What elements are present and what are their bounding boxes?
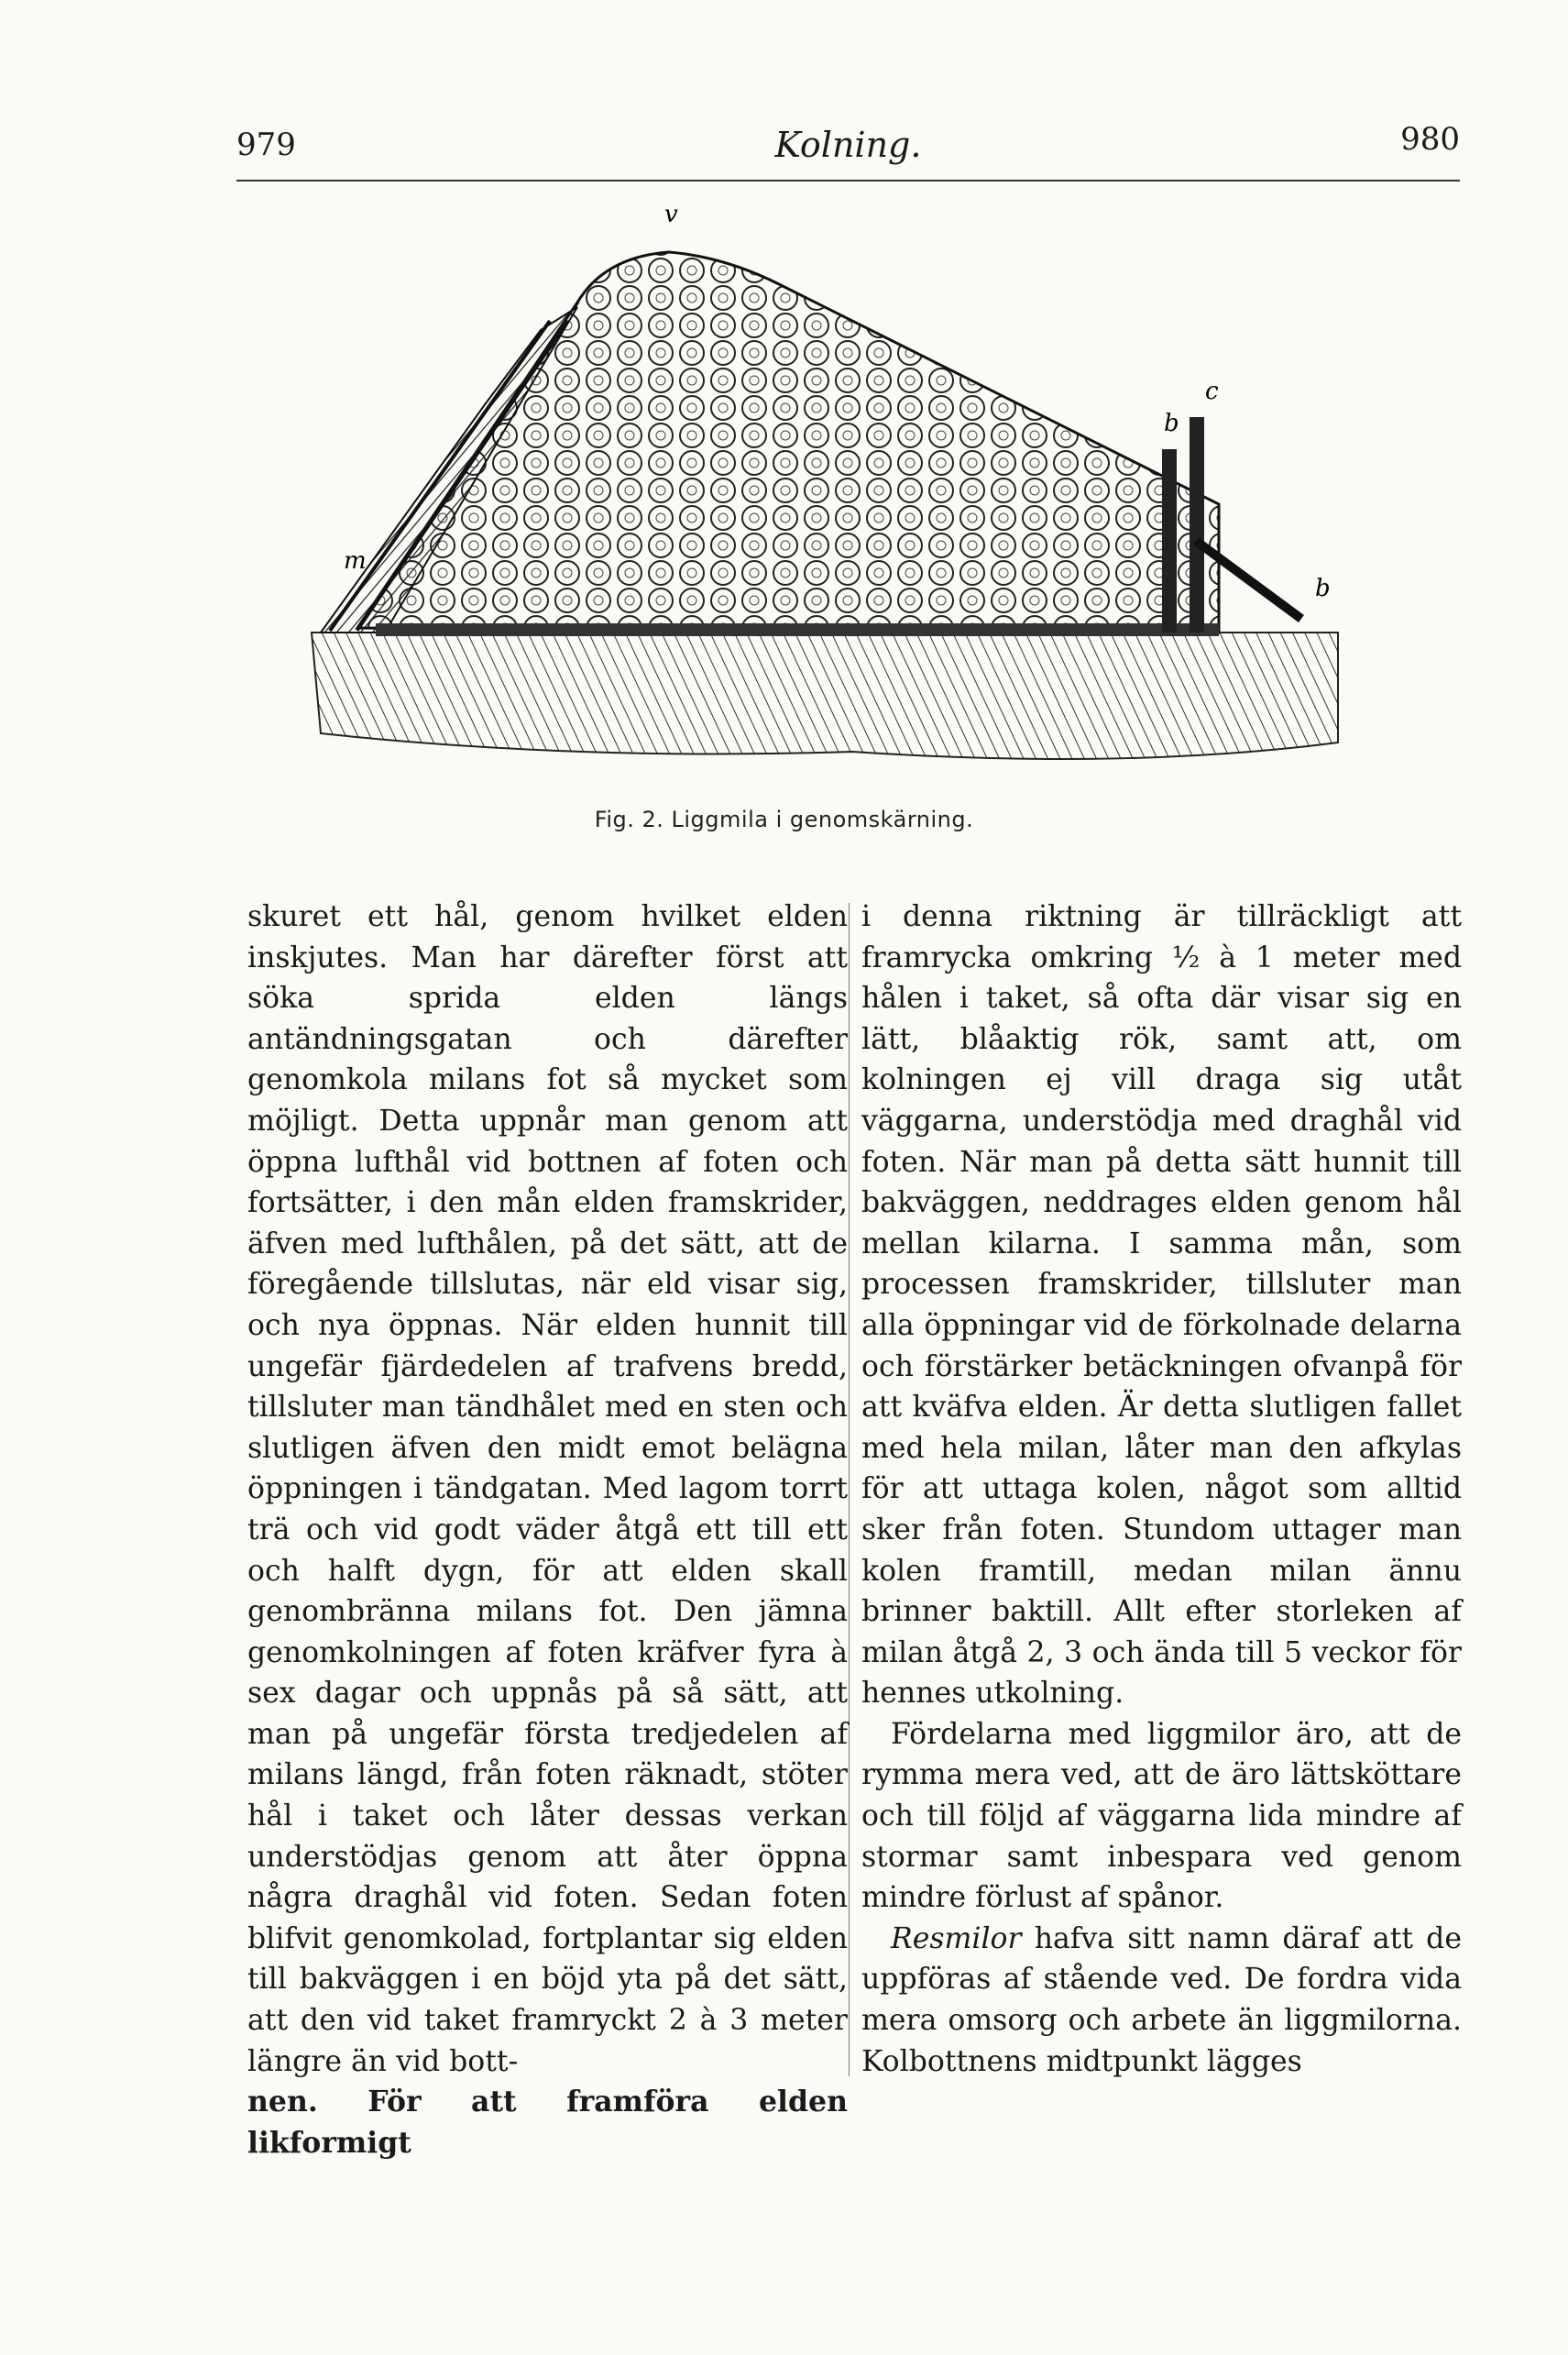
figure-label-c: c bbox=[1205, 378, 1219, 405]
left-paragraph-2 bbox=[247, 2082, 848, 2163]
right-paragraph-3 bbox=[861, 1919, 1462, 2082]
right-paragraph-2: Fördelarna med liggmilor äro, att de rymma mera ved, att de äro lättsköttare och till följd af väggarna lida mindre af stormar samt inbespara ved genom mindre förlust af spånor. bbox=[861, 1717, 1462, 1915]
page-number-right: 980 bbox=[1400, 121, 1460, 158]
figure-caption: Fig. 2. Liggmila i genomskärning. bbox=[594, 807, 974, 832]
column-divider bbox=[849, 903, 850, 2076]
figure-liggmila-illustration bbox=[302, 202, 1356, 807]
figure-label-b: b bbox=[1164, 410, 1179, 437]
page-number-left: 979 bbox=[236, 127, 296, 163]
left-column bbox=[247, 897, 848, 2163]
right-paragraph-1: i denna riktning är tillräckligt att framrycka omkring ½ à 1 meter med hålen i taket, så ofta där visar sig en lätt, blåaktig rök, samt att, om kolningen ej vill draga sig utåt väggarna, understödja med draghål vid foten. När man på detta sätt hunnit till bakväggen, neddrages elden genom hål mellan kilarna. I samma mån, som processen framskrider, tillsluter man alla öppningar vid de förkolnade delarna och förstärker betäckningen ofvanpå för att kväfva elden. Är detta slutligen fallet med hela milan, låter man den afkylas för att uttaga kolen, något som alltid sker från foten. Stundom uttager man kolen framtill, medan milan ännu brinner baktill. Allt efter storleken af milan åtgå 2, 3 och ända till 5 veckor för hennes utkolning. bbox=[861, 900, 1462, 1711]
left-paragraph-1: skuret ett hål, genom hvilket elden inskjutes. Man har därefter först att söka sprida elden längs antändningsgatan och därefter genomkola milans fot så mycket som möjligt. Detta uppnår man genom att öppna lufthål vid bottnen af foten och fortsätter, i den mån elden framskrider, äfven med lufthålen, på det sätt, att de föregående tillslutas, när eld visar sig, och nya öppnas. När elden hunnit till ungefär fjärdedelen af trafvens bredd, tillsluter man tändhålet med en sten och slutligen äfven den midt emot belägna öppningen i tändgatan. Med lagom torrt trä och vid godt väder åtgå ett till ett och halft dygn, för att elden skall genombränna milans fot. Den jämna genomkolningen af foten kräfver fyra à sex dagar och uppnås på så sätt, att man på ungefär första tredjedelen af milans längd, från foten räknadt, stöter hål i taket och låter dessas verkan understödjas genom att åter öppna några draghål vid foten. Sedan foten blifvit genomkolad, fortplantar sig elden till bakväggen i en böjd yta på det sätt, att den vid taket framryckt 2 à 3 meter längre än vid bott- bbox=[247, 900, 848, 2078]
header-rule bbox=[236, 180, 1460, 182]
figure-label-v: v bbox=[664, 202, 678, 228]
resmilor-term: Resmilor bbox=[891, 1921, 1022, 1955]
page-header bbox=[236, 117, 1460, 172]
figure-label-m: m bbox=[344, 547, 367, 575]
right-column bbox=[861, 897, 1462, 2082]
left-paragraph-2-text: nen. För att framföra elden likformigt bbox=[247, 2085, 848, 2160]
right-paragraph-3-text: hafva sitt namn däraf att de uppföras af stående ved. De fordra vida mera omsorg och arbete än liggmilorna. Kolbottnens midtpunkt lägges bbox=[861, 1921, 1462, 2078]
figure-label-b2: b bbox=[1315, 575, 1331, 602]
running-title: Kolning. bbox=[774, 125, 922, 165]
